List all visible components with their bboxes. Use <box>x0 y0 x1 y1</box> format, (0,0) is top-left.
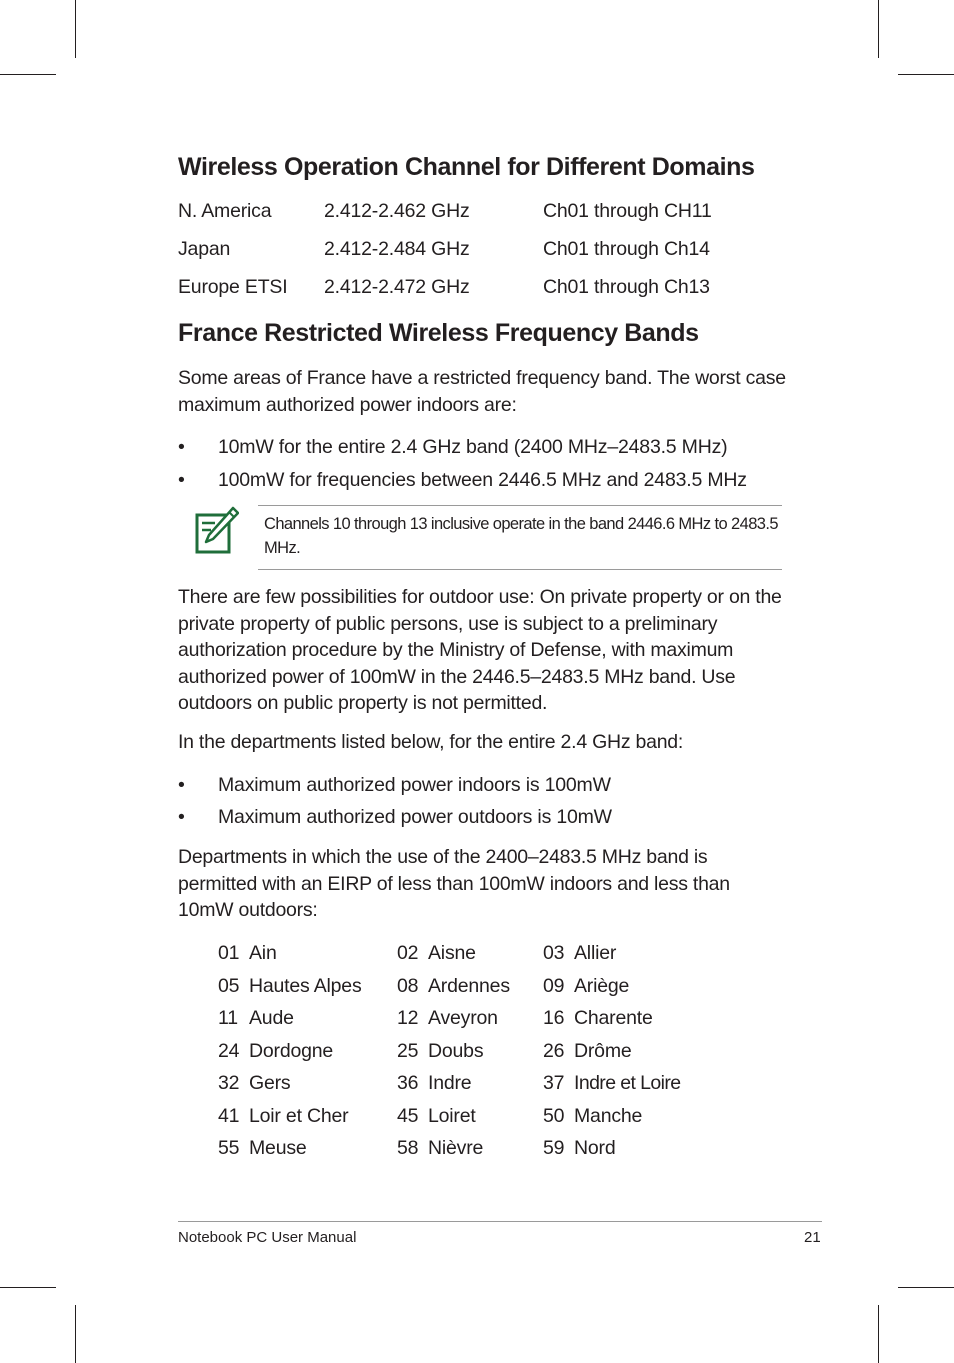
note-text: Channels 10 through 13 inclusive operate in the band 2446.6 MHz to 2483.5 MHz. <box>264 515 778 557</box>
domain-cell: Japan <box>178 238 231 260</box>
department-item <box>397 1137 483 1160</box>
department-name: Aveyron <box>428 1007 498 1029</box>
department-code: 32 <box>218 1072 240 1094</box>
channels-cell: Ch01 through Ch14 <box>543 238 710 260</box>
crop-mark <box>75 0 76 58</box>
bullet-text: Maximum authorized power indoors is 100mW <box>218 774 611 796</box>
frequency-cell: 2.412-2.484 GHz <box>324 238 470 260</box>
department-item <box>543 1040 632 1063</box>
bullet-marker: • <box>178 806 185 828</box>
department-code: 03 <box>543 942 565 964</box>
department-name: Ain <box>249 942 277 964</box>
department-item <box>397 1105 476 1128</box>
department-item <box>218 942 277 965</box>
department-name: Gers <box>249 1072 291 1094</box>
department-name: Indre <box>428 1072 472 1094</box>
department-name: Manche <box>574 1105 643 1127</box>
department-code: 58 <box>397 1137 419 1159</box>
department-code: 37 <box>543 1072 565 1094</box>
department-item <box>397 1072 471 1095</box>
department-code: 50 <box>543 1105 565 1127</box>
department-item <box>397 942 476 965</box>
department-name: Ardennes <box>428 975 510 997</box>
department-code: 36 <box>397 1072 419 1094</box>
crop-mark <box>75 1305 76 1363</box>
crop-mark <box>878 0 879 58</box>
department-code: 24 <box>218 1040 240 1062</box>
department-item <box>218 1105 348 1128</box>
department-name: Hautes Alpes <box>249 975 362 997</box>
department-item <box>543 942 616 965</box>
crop-mark <box>878 1305 879 1363</box>
department-code: 05 <box>218 975 240 997</box>
department-code: 11 <box>218 1007 238 1029</box>
bullet-text: 100mW for frequencies between 2446.5 MHz and 2483.5 MHz <box>218 469 747 491</box>
note-top-rule <box>258 505 782 506</box>
department-item <box>543 1105 642 1128</box>
domain-cell: Europe ETSI <box>178 276 288 298</box>
department-item <box>543 1007 653 1030</box>
channels-cell: Ch01 through Ch13 <box>543 276 710 298</box>
department-name: Drôme <box>574 1040 632 1062</box>
department-item <box>397 1040 483 1063</box>
department-code: 45 <box>397 1105 419 1127</box>
department-code: 09 <box>543 975 565 997</box>
channels-cell: Ch01 through CH11 <box>543 200 712 222</box>
department-item <box>218 1007 294 1030</box>
department-item <box>218 975 362 998</box>
intro-paragraph: Some areas of France have a restricted frequency band. The worst case maximum authorized power indoors are: <box>178 367 786 416</box>
department-item <box>397 1007 498 1030</box>
bullet-marker: • <box>178 469 185 491</box>
department-name: Dordogne <box>249 1040 334 1062</box>
department-item <box>543 1072 681 1095</box>
department-item <box>543 1137 615 1160</box>
crop-mark <box>898 1287 954 1288</box>
departments-intro: In the departments listed below, for the entire 2.4 GHz band: <box>178 731 684 753</box>
department-code: 55 <box>218 1137 240 1159</box>
section-heading-channels: Wireless Operation Channel for Different Domains <box>178 153 755 181</box>
department-code: 59 <box>543 1137 565 1159</box>
department-code: 26 <box>543 1040 565 1062</box>
frequency-cell: 2.412-2.462 GHz <box>324 200 470 222</box>
note-bottom-rule <box>258 569 782 570</box>
footer-title: Notebook PC User Manual <box>178 1229 357 1246</box>
footer-rule <box>178 1221 822 1222</box>
department-item <box>397 975 510 998</box>
department-name: Allier <box>574 942 617 964</box>
department-code: 12 <box>397 1007 419 1029</box>
department-item <box>218 1072 290 1095</box>
department-name: Aisne <box>428 942 476 964</box>
frequency-cell: 2.412-2.472 GHz <box>324 276 470 298</box>
department-item <box>218 1040 333 1063</box>
department-name: Charente <box>574 1007 653 1029</box>
department-name: Doubs <box>428 1040 484 1062</box>
department-name: Nord <box>574 1137 616 1159</box>
page-number: 21 <box>804 1229 821 1246</box>
department-name: Nièvre <box>428 1137 484 1159</box>
department-name: Aude <box>249 1007 294 1029</box>
department-name: Loiret <box>428 1105 476 1127</box>
departments-permitted-paragraph: Departments in which the use of the 2400–2483.5 MHz band is permitted with an EIRP of less than 100mW indoors and less than 10mW outdoors: <box>178 846 730 921</box>
note-pencil-icon <box>193 506 239 556</box>
department-code: 16 <box>543 1007 565 1029</box>
crop-mark <box>0 1287 56 1288</box>
department-code: 02 <box>397 942 419 964</box>
bullet-text: Maximum authorized power outdoors is 10mW <box>218 806 612 828</box>
bullet-marker: • <box>178 774 185 796</box>
crop-mark <box>898 74 954 75</box>
department-code: 01 <box>218 942 240 964</box>
outdoor-paragraph: There are few possibilities for outdoor use: On private property or on the private property of public persons, use is subject to a preliminary authorization procedure by the Ministry of Defense, with maximum authorized power of 100mW in the 2446.5–2483.5 MHz band. Use outdoors on public property is not permitted. <box>178 586 782 714</box>
department-item <box>218 1137 307 1160</box>
bullet-marker: • <box>178 436 185 458</box>
crop-mark <box>0 74 56 75</box>
department-code: 41 <box>218 1105 240 1127</box>
department-item <box>543 975 629 998</box>
section-heading-france: France Restricted Wireless Frequency Bands <box>178 319 699 347</box>
department-name: Loir et Cher <box>249 1105 349 1127</box>
department-name: Meuse <box>249 1137 307 1159</box>
domain-cell: N. America <box>178 200 272 222</box>
department-code: 25 <box>397 1040 419 1062</box>
department-name: Indre et Loire <box>574 1072 681 1094</box>
bullet-text: 10mW for the entire 2.4 GHz band (2400 MHz–2483.5 MHz) <box>218 436 728 458</box>
department-name: Ariège <box>574 975 630 997</box>
department-code: 08 <box>397 975 419 997</box>
